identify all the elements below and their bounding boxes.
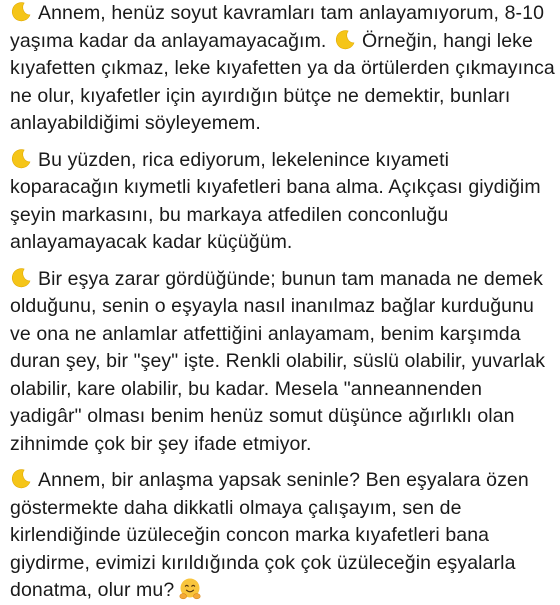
paragraph-1 [10,0,555,138]
paragraph-1-text-b: Örneğin, hangi leke kıyafetten çıkmaz, leke kıyafetten ya da örtülerden çıkmayınca ne olur, kıyafetler için ayırdığın bütçe ne demektir, bunları anlayabildiğimi söyleyemem. [10,29,555,134]
paragraph-1-text-a: Annem, henüz soyut kavramları tam anlayamıyorum, 8-10 yaşıma kadar da anlayamayacağım. [10,2,545,52]
paragraph-2 [10,147,555,257]
paragraph-2-text: Bu yüzden, rica ediyorum, lekelenince kıyameti koparacağın kıymetli kıyafetleri bana alma. Açıkçası giydiğim şeyin markasını, bu markaya atfedilen conconluğu anlayamayacak kadar küçüğüm. [10,148,541,253]
crescent-moon-icon [10,1,32,23]
message-body [10,0,555,605]
crescent-moon-icon [10,148,32,170]
crescent-moon-icon [334,29,356,51]
crescent-moon-icon [10,468,32,490]
hugging-face-icon [178,577,202,601]
crescent-moon-icon [10,267,32,289]
paragraph-4-text: Annem, bir anlaşma yapsak seninle? Ben eşyalara özen göstermekte daha dikkatli olmaya çalışayım, sen de kirlendiğinde üzüleceğin concon marka kıyafetleri bana giydirme, evimizi kırıldığında çok çok üzüleceğin eşyalarla donatma, olur mu? [10,469,529,601]
paragraph-4 [10,467,555,605]
paragraph-3-text: Bir eşya zarar gördüğünde; bunun tam manada ne demek olduğunu, senin o eşyayla nasıl inanılmaz bağlar kurduğunu ve ona ne anlamlar atfettiğini anlayamam, benim karşımda duran şey, bir "şey" işte. Renkli olabilir, süslü olabilir, yuvarlak olabilir, kare olabilir, bu kadar. Mesela "anneannenden yadigâr" olması benim henüz somut düşünce ağırlıklı olan zihnimde çok bir şey ifade etmiyor. [10,267,546,455]
paragraph-3 [10,266,555,459]
